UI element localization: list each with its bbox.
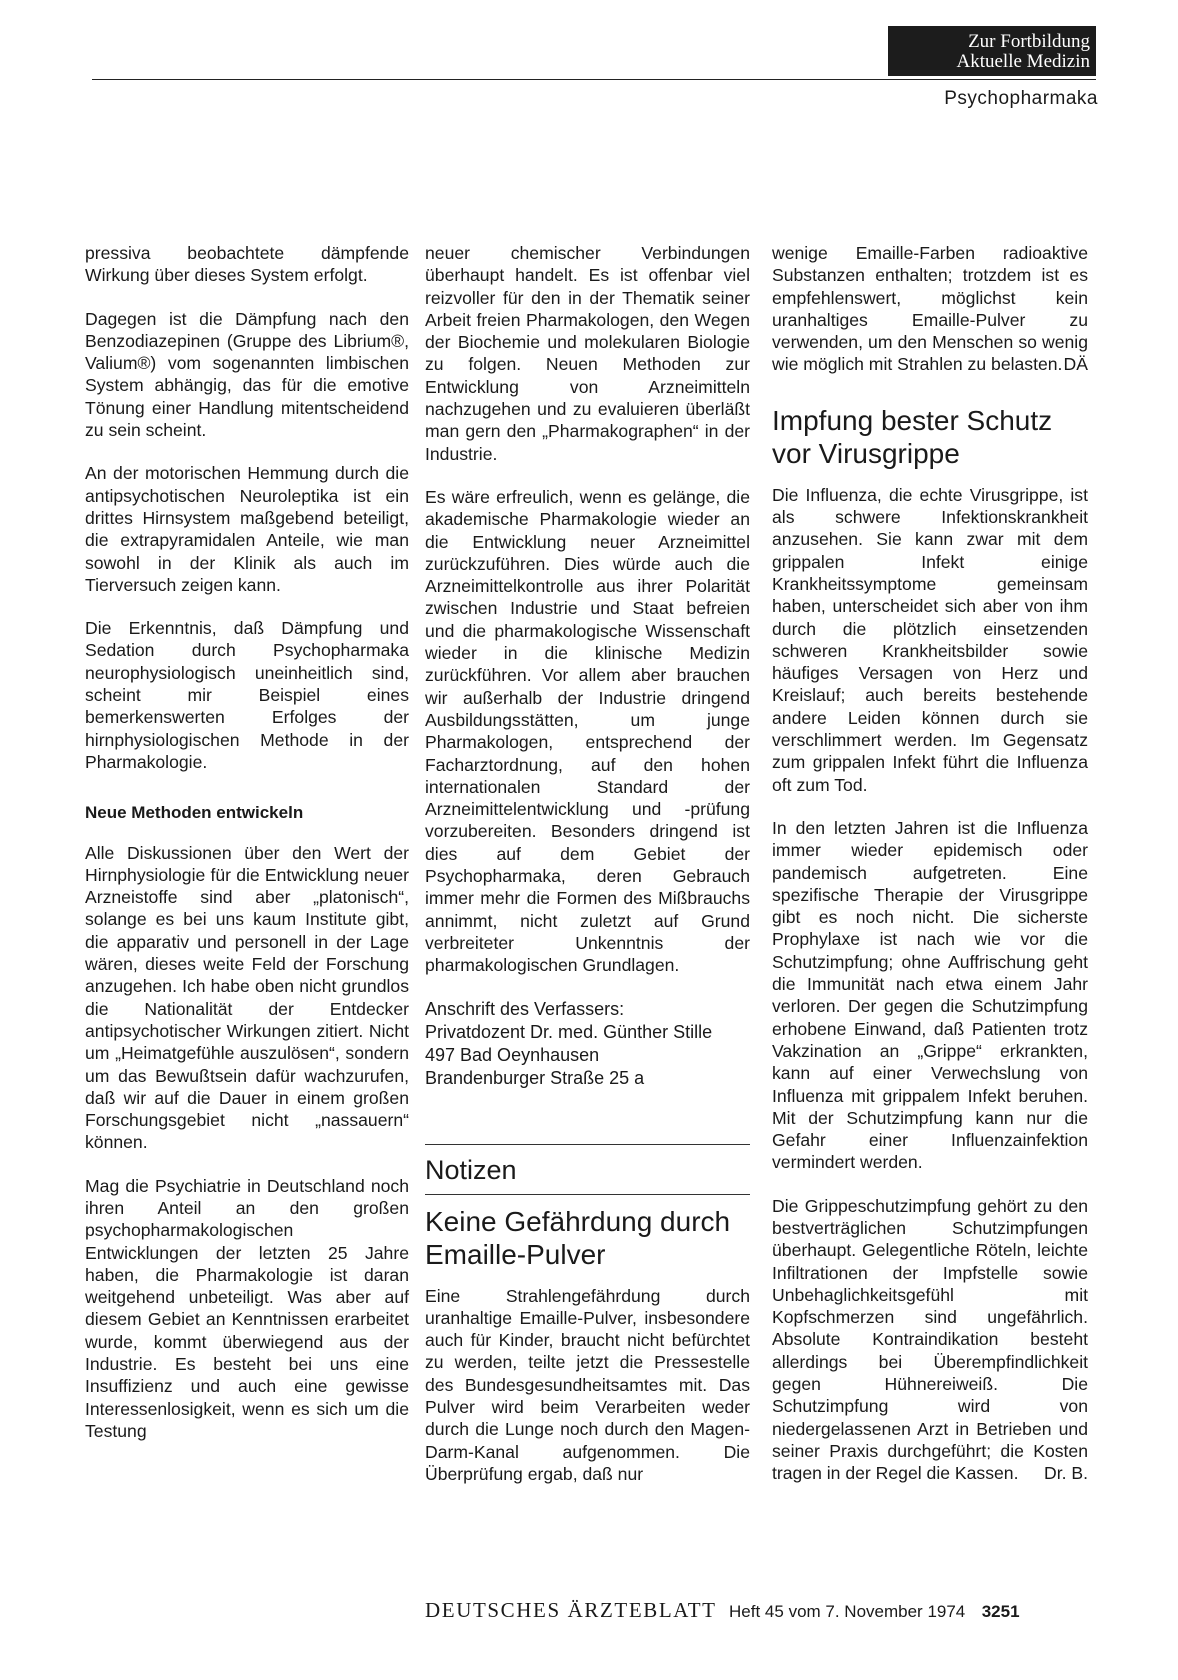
paragraph <box>772 242 1088 376</box>
paragraph: In den letzten Jahren ist die Influenza immer wieder epidemisch oder pandemisch aufgetreten. Eine spezifische Therapie der Virusgrippe gibt es noch nicht. Die sicherste Prophylaxe ist nach wie vor die Schutzimpfung; ohne Auffrischung geht die Immunität nach etwa einem Jahr verloren. Der gegen die Schutzimpfung erhobene Einwand, daß Patienten trotz Vakzination an „Grippe“ erkrankten, kann auf einer Verwechslung von Influenza mit grippalem Infekt beruhen. Mit der Schutzimpfung kann nur die Gefahr einer Influenzainfektion vermindert werden. <box>772 817 1088 1173</box>
article-headline: Keine Gefährdung durch Emaille-Pulver <box>425 1205 731 1270</box>
paragraph: Die Influenza, die echte Virusgrippe, ist als schwere Infektionskrankheit anzusehen. Sie kann zwar mit dem grippalen Infekt einige Krankheitssymptome gemeinsam haben, unterscheidet sich aber von ihm durch die plötzlich einsetzenden schweren Krankheitsbilder sowie häufiges Versagen von Herz und Kreislauf; auch bereits bestehende andere Leiden können durch sie verschlimmert werden. Im Gegensatz zum grippalen Infekt führt die Influenza oft zum Tod. <box>772 484 1088 795</box>
section-badge <box>888 26 1096 76</box>
paragraph: Mag die Psychiatrie in Deutschland noch ihren Anteil an den großen psychopharmakologischen Entwicklungen der letzten 25 Jahre haben, die Pharmakologie ist daran weitgehend unbeteiligt. Was aber auf diesem Gebiet an Kenntnissen erarbeitet wurde, kommt überwiegend aus der Industrie. Es besteht bei uns eine Insuffizienz und auch eine gewisse Interessenlosigkeit, wenn es sich um die Testung <box>85 1175 409 1441</box>
paragraph: neuer chemischer Verbindungen überhaupt handelt. Es ist offenbar viel reizvoller für den in der Thematik seiner Arbeit freien Pharmakologen, den Wegen der Biochemie und molekularen Biologie zu folgen. Neuen Methoden zur Entwicklung von Arzneimitteln nachzugehen und zu evaluieren überläßt man gern den „Pharmakographen“ in der Industrie. <box>425 243 750 464</box>
address-line: Anschrift des Verfassers: <box>425 998 625 1019</box>
paragraph-text: Die Grippeschutzimpfung gehört zu den bestverträglichen Schutzimpfungen überhaupt. Gelegentliche Röteln, leichte Infiltrationen der Impfstelle sowie Unbehaglichkeitsgefühl mit Kopfschmerzen sind ungefährlich. Absolute Kontraindikation besteht allerdings bei Überempfindlichkeit gegen Hühnereiweiß. Die Schutzimpfung wird von niedergelassenen Arzt in Betrieben und seiner Praxis durchgeführt; die Kosten tragen in der Regel die Kassen. <box>772 1195 1088 1484</box>
article-headline: Impfung bester Schutz vor Virusgrippe <box>772 404 1053 469</box>
section-title: Notizen <box>425 1154 517 1185</box>
section-rule <box>425 1144 750 1145</box>
paragraph: Es wäre erfreulich, wenn es gelänge, die akademische Pharmakologie wieder an die Entwicklung neuer Arzneimittel zurückzuführen. Dies würde auch die Arzneimittelkontrolle aus ihrer Polarität zwischen Industrie und Staat befreien und die pharmakologische Wissenschaft wieder in die klinische Medizin zurückführen. Vor allem aber brauchen wir außerhalb der Industrie dringend Ausbildungsstätten, um junge Pharmakologen, entsprechend der Facharztordnung, auf den hohen internationalen Standard der Arzneimittelentwicklung und -prüfung vorzubereiten. Besonders dringend ist dies auf dem Gebiet der Psychopharmaka, deren Gebrauch immer mehr die Formen des Mißbrauchs annimmt, nicht zuletzt auf Grund verbreiteter Unkenntnis der pharmakologischen Grundlagen. <box>425 486 750 976</box>
journal-name: DEUTSCHES ÄRZTEBLATT <box>425 1598 717 1622</box>
column-2 <box>425 242 750 1485</box>
paragraph: Alle Diskussionen über den Wert der Hirnphysiologie für die Entwicklung neuer Arzneistoffe sind aber „platonisch“, solange es bei uns kaum Institute gibt, die apparativ und personell in der Lage wären, dieses weite Feld der Forschung anzugehen. Ich habe oben nicht grundlos die Nationalität der Entdecker antipsychotischer Wirkungen zitiert. Nicht um „Heimatgefühle auszulösen“, sondern um das Bewußtsein dafür wachzurufen, daß wir auf die Dauer in einem großen Forschungsgebiet nicht „nassauern“ können. <box>85 842 409 1153</box>
column-3 <box>772 242 1088 1485</box>
paragraph: Eine Strahlengefährdung durch uranhaltige Emaille-Pulver, insbesondere auch für Kinder, braucht nicht befürchtet zu werden, teilte jetzt die Pressestelle des Bundesgesundheitsamtes mit. Das Pulver wird beim Verarbeiten weder durch die Lunge noch durch den Magen-Darm-Kanal aufgenommen. Die Überprüfung ergab, daß nur <box>425 1285 750 1484</box>
issue-info: Heft 45 vom 7. November 1974 <box>729 1602 966 1621</box>
paragraph: pressiva beobachtete dämpfende Wirkung über dieses System erfolgt. <box>85 243 409 286</box>
page-footer <box>425 1598 1020 1623</box>
address-line: Brandenburger Straße 25 a <box>425 1067 645 1088</box>
subheading: Neue Methoden entwickeln <box>85 803 304 823</box>
author-initials: DÄ <box>1063 354 1088 375</box>
paragraph-text: wenige Emaille-Farben radioaktive Substanzen enthalten; trotzdem ist es empfehlenswert, möglichst kein uranhaltiges Emaille-Pulver zu verwenden, um den Menschen so wenig wie möglich mit Strahlen zu belasten. <box>772 243 1088 375</box>
header-rule <box>92 79 1096 80</box>
author-address <box>425 998 750 1090</box>
address-line: Privatdozent Dr. med. Günther Stille <box>425 1021 713 1042</box>
author-initials: Dr. B. <box>1044 1463 1088 1484</box>
badge-line-2: Aktuelle Medizin <box>956 51 1090 72</box>
running-title: Psychopharmaka <box>944 88 1098 109</box>
address-line: 497 Bad Oeynhausen <box>425 1044 600 1065</box>
section-rule <box>425 1194 750 1195</box>
paragraph <box>772 1195 1088 1485</box>
column-1 <box>85 242 409 1442</box>
paragraph: An der motorischen Hemmung durch die antipsychotischen Neuroleptika ist ein drittes Hirnsystem maßgebend beteiligt, die extrapyramidalen Anteile, wie man sowohl in der Klinik als auch im Tierversuch zeigen kann. <box>85 463 409 595</box>
badge-line-1: Zur Fortbildung <box>968 31 1090 52</box>
page-number: 3251 <box>981 1602 1020 1621</box>
paragraph: Die Erkenntnis, daß Dämpfung und Sedation durch Psychopharmaka neurophysiologisch uneinheitlich sind, scheint mir Beispiel eines bemerkenswerten Erfolges der hirnphysiologischen Methode in der Pharmakologie. <box>85 618 409 772</box>
paragraph: Dagegen ist die Dämpfung nach den Benzodiazepinen (Gruppe des Librium®, Valium®) vom sogenannten limbischen System abhängig, das für die emotive Tönung einer Handlung mitentscheidend zu sein scheint. <box>85 308 409 441</box>
